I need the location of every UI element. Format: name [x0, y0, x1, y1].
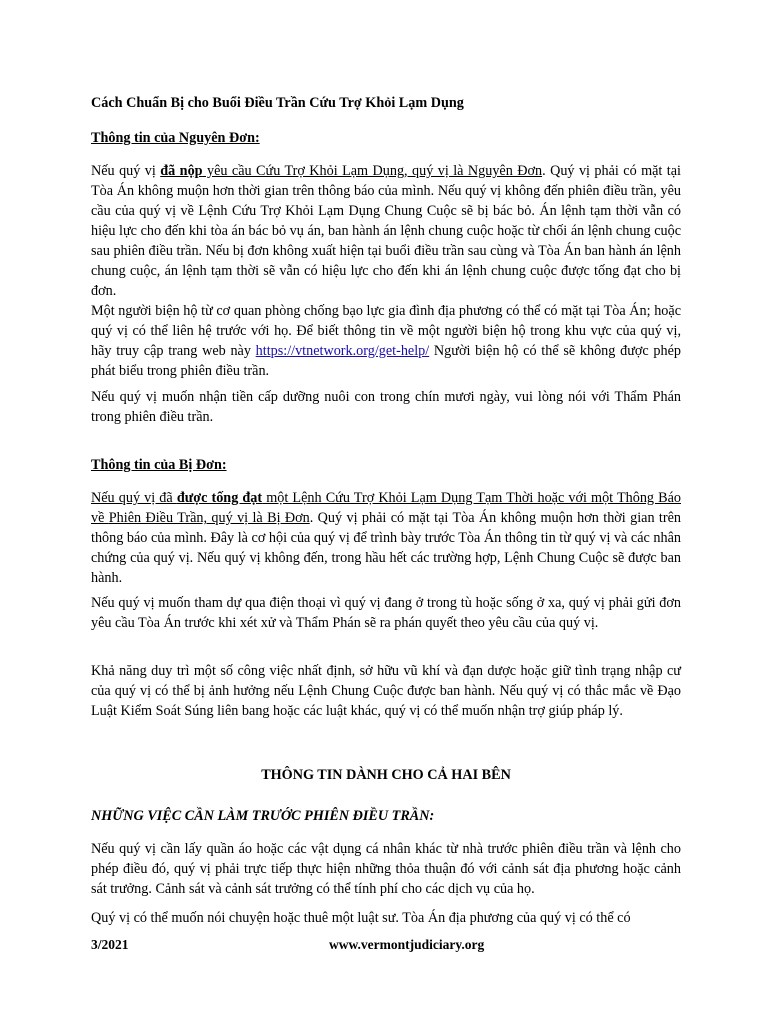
both-parties-heading: THÔNG TIN DÀNH CHO CẢ HAI BÊN: [261, 767, 511, 783]
defendant-paragraph-3: Khả năng duy trì một số công việc nhất định, sở hữu vũ khí và đạn dược hoặc giữ tình trạng nhập cư của quý vị có thể bị ảnh hưởng nếu Lệnh Chung Cuộc được ban hành. Nếu quý vị có thắc mắc về Đạo Luật Kiểm Soát Súng liên bang hoặc các luật khác, quý vị có thể muốn nhận trợ giúp pháp lý.: [91, 663, 681, 719]
plaintiff-p1-pre: Nếu quý vị: [91, 163, 161, 179]
footer-date: 3/2021: [91, 937, 129, 952]
defendant-paragraph-2: Nếu quý vị muốn tham dự qua điện thoại vì quý vị đang ở trong tù hoặc sống ở xa, quý vị phải gửi đơn yêu cầu Tòa Án trước khi xét xử và Thẩm Phán sẽ ra phán quyết theo yêu cầu của quý vị.: [91, 595, 681, 631]
plaintiff-paragraph-1: [91, 161, 681, 301]
defendant-paragraph-1: [91, 488, 681, 588]
both-paragraph-2: Quý vị có thể muốn nói chuyện hoặc thuê một luật sư. Tòa Án địa phương của quý vị có thể có: [91, 910, 631, 926]
plaintiff-p2-rest: Người biện hộ có thể sẽ không được phép phát biểu trong phiên điều trần.: [91, 343, 681, 379]
plaintiff-p1-underlined: yêu cầu Cứu Trợ Khỏi Lạm Dụng, quý vị là Nguyên Đơn: [202, 163, 543, 179]
plaintiff-paragraph-3: Nếu quý vị muốn nhận tiền cấp dưỡng nuôi con trong chín mươi ngày, vui lòng nói với Thẩm Phán trong phiên điều trần.: [91, 389, 681, 425]
plaintiff-p1-bold: đã nộp: [160, 163, 203, 179]
both-paragraph-1: Nếu quý vị cần lấy quần áo hoặc các vật dụng cá nhân khác từ nhà trước phiên điều trần và lệnh cho phép điều đó, quý vị phải trực tiếp thực hiện những thỏa thuận đó với cảnh sát địa phương hoặc cảnh sát trưởng. Cảnh sát và cảnh sát trưởng có thể tính phí cho các dịch vụ của họ.: [91, 841, 681, 897]
defendant-heading: Thông tin của Bị Đơn:: [91, 457, 227, 473]
before-hearing-subheading: NHỮNG VIỆC CẦN LÀM TRƯỚC PHIÊN ĐIỀU TRẦN:: [91, 808, 435, 824]
defendant-p1-rest: . Quý vị phải có mặt tại Tòa Án không muộn hơn thời gian trên thông báo của mình. Đây là cơ hội của quý vị để trình bày trước Tòa Án thông tin từ quý vị và các nhân chứng của quý vị. Nếu quý vị không đến, trong hầu hết các trường hợp, Lệnh Chung Cuộc sẽ được ban hành.: [91, 510, 681, 586]
vtnetwork-link[interactable]: https://vtnetwork.org/get-help/: [255, 343, 430, 359]
defendant-p1-underlined: Phiên Điều Trần, quý vị là Bị Đơn: [108, 510, 310, 526]
plaintiff-paragraph-2: [91, 301, 681, 381]
plaintiff-p1-rest: . Quý vị phải có mặt tại Tòa Án không muộn hơn thời gian trên thông báo của mình. Nếu quý vị không đến phiên điều trần, yêu cầu của quý vị về Lệnh Cứu Trợ Khỏi Lạm Dụng Chung Cuộc sẽ bị bác bỏ. Án lệnh tạm thời vẫn có hiệu lực cho đến khi tòa án bác bỏ vụ án, ban hành án lệnh chung cuộc hoặc từ chối án lệnh chung cuộc sau phiên điều trần. Nếu bị đơn không xuất hiện tại buổi điều trần sau cùng và Tòa Án ban hành án lệnh chung cuộc, án lệnh tạm thời sẽ vẫn có hiệu lực cho đến khi án lệnh chung cuộc được tống đạt cho bị đơn.: [91, 163, 681, 299]
footer-website: www.vermontjudiciary.org: [329, 937, 485, 952]
document-title: Cách Chuẩn Bị cho Buổi Điều Trần Cứu Trợ Khỏi Lạm Dụng: [91, 95, 464, 111]
plaintiff-heading: Thông tin của Nguyên Đơn:: [91, 130, 260, 146]
defendant-p1-mid: một Lệnh Cứu Trợ Khỏi Lạm Dụng Tạm Thời hoặc với một Thông Báo về: [91, 490, 681, 526]
plaintiff-p2-pre: Một người biện hộ từ cơ quan phòng chống bạo lực gia đình địa phương có thể có mặt tại Tòa Án; hoặc quý vị có thể liên hệ trước với họ. Để biết thông tin về một người biện hộ trong khu vực của quý vị, hãy truy cập trang web này: [91, 303, 681, 359]
defendant-p1-bold: được tống đạt: [176, 490, 263, 506]
defendant-p1-pre: Nếu quý vị đã: [91, 490, 177, 506]
